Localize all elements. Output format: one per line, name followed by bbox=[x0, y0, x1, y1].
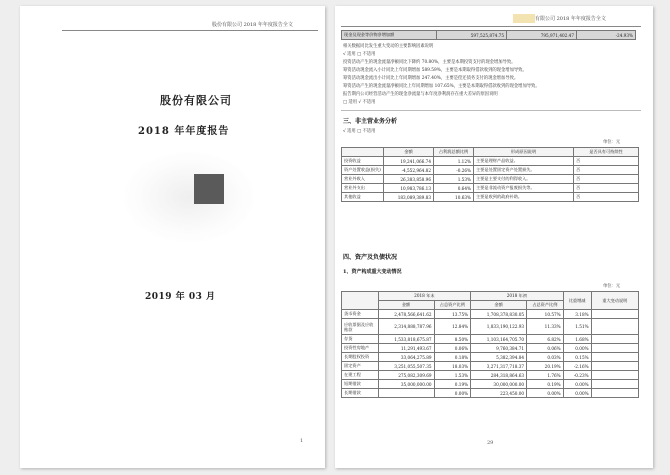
header-logo-icon bbox=[513, 14, 535, 23]
non-core-business-table bbox=[341, 147, 639, 202]
table-row: 在建工程 275,082,309.69 1.53% 284,318,864.63 1.76% -0.23% bbox=[342, 371, 639, 380]
section3-unit: 单位：元 bbox=[603, 140, 621, 145]
asset-composition-table bbox=[341, 291, 639, 398]
table-row: 其他收益 183,089,389.83 10.63% 主要是收到的政府补助。 否 bbox=[342, 193, 639, 202]
table-row: 固定资产 3,251,055,507.35 18.03% 3,271,317,718.37 20.19% -2.16% bbox=[342, 362, 639, 371]
note-line: □ 适用 √ 不适用 bbox=[343, 100, 376, 105]
section3-applicability: √ 适用 □ 不适用 bbox=[343, 129, 376, 134]
page-number: 1 bbox=[300, 438, 304, 444]
table-header-row: 金额 占利润总额比例 形成原因说明 是否具有可持续性 bbox=[342, 148, 639, 157]
header-rule bbox=[62, 30, 318, 31]
section4-title: 四、资产及负债状况 bbox=[343, 254, 398, 261]
report-date: 2019 年 03 月 bbox=[145, 292, 216, 302]
note-line: 投资活动产生的现金流量净额同比下降约 70.80%，主要是本期投资支付的现金增加导致。 bbox=[343, 60, 516, 65]
table-row: 长期借款 0.00% 223,450.00 0.00% 0.00% bbox=[342, 389, 639, 398]
cashflow-summary-table bbox=[341, 30, 636, 40]
table-row: 应收票据及应收账款 2,314,888,787.96 12.84% 1,833,190,122.93 11.33% 1.51% bbox=[342, 319, 639, 335]
report-title: 2018 年年度报告 bbox=[138, 126, 230, 137]
table-row: 货币资金 2,478,566,641.62 13.75% 1,708,378,830.05 10.57% 3.18% bbox=[342, 310, 639, 319]
note-line: 筹资活动现金流出小计同比上年同期增加 247.40%，主要是偿还债务支付的现金增加导致。 bbox=[343, 76, 519, 81]
section4-subtitle: 1、资产构成重大变动情况 bbox=[343, 269, 402, 275]
note-line: 筹资活动产生的现金流量净额同比上年同期增加 107.65%，主要是本期取得借款收到的现金增加导致。 bbox=[343, 84, 540, 89]
table-row: 营业外收入 26,383,858.96 1.53% 主要是主要支付的利得收入。 否 bbox=[342, 175, 639, 184]
note-line: 筹资活动现金流入小计同比上年同期增加 589.59%，主要是本期取得借款收到的现金增加导致。 bbox=[343, 68, 527, 73]
table-row: 存货 1,533,818,675.87 8.50% 1,103,164,705.70 6.82% 1.68% bbox=[342, 335, 639, 344]
page-number: 29 bbox=[487, 440, 494, 446]
table-row: 现金及现金等价物净增加额 597,525,874.75 795,971,402.47 -24.93% bbox=[342, 31, 636, 40]
page-header: 有限公司 2018 年年度报告全文 bbox=[535, 16, 606, 22]
table-row: 短期借款 35,000,000.00 0.19% 30,000,000.00 0.19% 0.00% bbox=[342, 380, 639, 389]
table-header-row: 2018 年末 2018 年初 比重增减 重大变动说明 bbox=[342, 292, 639, 301]
table-row: 投资收益 19,241,066.74 1.12% 主要是理财产品收益。 否 bbox=[342, 157, 639, 166]
table-row: 资产处置收益(损失) -4,552,964.82 -0.26% 主要是处置固定资产处置损失。 否 bbox=[342, 166, 639, 175]
header-rule bbox=[341, 26, 641, 27]
note-line: √ 适用 □ 不适用 bbox=[343, 52, 376, 57]
section3-title: 三、非主营业务分析 bbox=[343, 118, 398, 125]
table-row: 营业外支出 10,983,786.13 0.64% 主要是非流动资产报废损失等。 否 bbox=[342, 184, 639, 193]
note-line: 报告期内公司经营活动产生的现金净流量与本年度净利润存在重大差异的原因说明 bbox=[343, 92, 498, 97]
note-line: 相关数据同比发生重大变动的主要影响因素说明 bbox=[343, 44, 434, 49]
section-divider bbox=[341, 110, 641, 111]
blurred-seal bbox=[124, 152, 254, 242]
financial-page bbox=[335, 6, 653, 468]
table-row: 投资性房地产 11,291,493.67 0.06% 9,760,384.71 0.06% 0.00% bbox=[342, 344, 639, 353]
table-header-row: 金额 占总资产比例 金额 占总资产比例 bbox=[342, 301, 639, 310]
cover-page bbox=[20, 6, 325, 468]
cover-header: 股份有限公司 2018 年年度报告全文 bbox=[212, 22, 293, 28]
company-name: 股份有限公司 bbox=[160, 94, 232, 107]
section4-unit: 单位：元 bbox=[603, 284, 621, 289]
company-logo-icon bbox=[194, 174, 224, 204]
table-row: 长期股权投资 33,064,275.89 0.18% 5,382,394.84 0.03% 0.15% bbox=[342, 353, 639, 362]
